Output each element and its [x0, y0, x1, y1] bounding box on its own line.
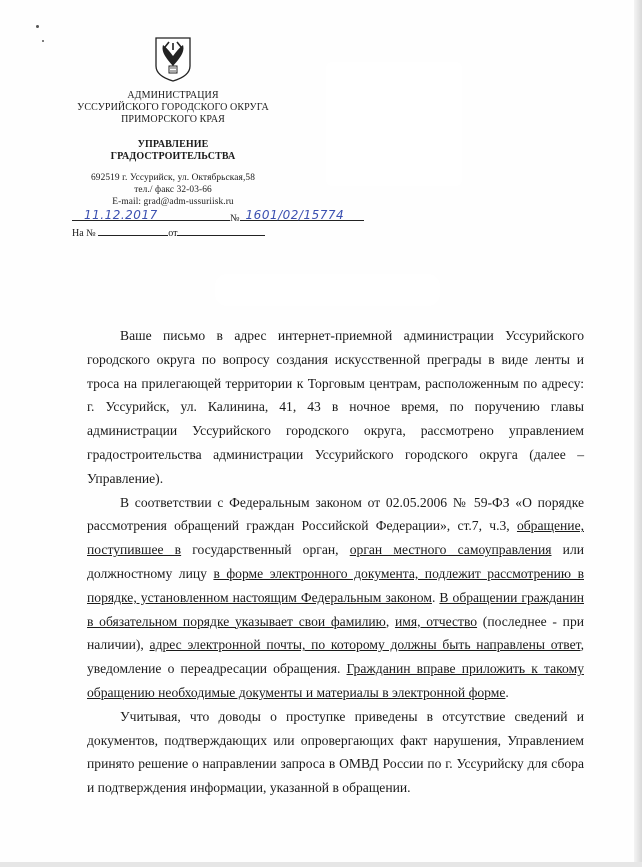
underlined-text-segment: Гражданин вправе приложить к такому обращению необходимые документы и материалы в электронной форме: [87, 661, 584, 700]
underlined-text-segment: в форме электронного документа, подлежит рассмотрению в порядке, установленном настоящим Федеральным законом: [87, 565, 584, 605]
number-sign: №: [230, 213, 240, 224]
paragraph-2: [87, 491, 584, 705]
underlined-text-segment: орган местного самоуправления: [349, 542, 552, 558]
handwritten-date: 11.12.2017: [84, 208, 158, 222]
underlined-text-segment: имя, отчество: [394, 613, 478, 629]
text-segment: В соответствии с Федеральным законом от 02.05.2006 № 59-ФЗ «О порядке рассмотрения обращений граждан Российской Федерации», ст.7, ч.3,: [87, 494, 584, 534]
org-line: УССУРИЙСКОГО ГОРОДСКОГО ОКРУГА: [77, 102, 269, 113]
underlined-text-segment: адрес электронной почты, по которому должны быть направлены ответ: [149, 637, 581, 653]
coat-of-arms-emblem-icon: [152, 36, 194, 82]
text-segment: , уведомление о переадресации обращения.: [87, 637, 584, 677]
scan-edge-shadow: [634, 0, 642, 867]
redacted-addressee: [215, 274, 440, 306]
org-line: ПРИМОРСКОГО КРАЯ: [121, 114, 225, 125]
from-label: от: [168, 228, 178, 239]
reply-number-field: [98, 224, 168, 236]
date-field: [72, 209, 230, 221]
department-name: [60, 139, 286, 163]
organization-name: [60, 90, 286, 126]
scan-speck: [36, 25, 39, 28]
phone-fax: тел./ факс 32-03-66: [134, 185, 212, 196]
underlined-text-segment: В обращении гражданин в обязательном порядке указывает свои фамилию: [87, 589, 585, 629]
handwritten-number: 1601/02/15774: [245, 208, 345, 222]
email-address: E-mail: grad@adm-ussuriisk.ru: [112, 197, 234, 208]
reply-label: На №: [72, 228, 96, 239]
redacted-recipient: [326, 62, 462, 186]
dept-line: УПРАВЛЕНИЕ: [137, 139, 209, 150]
text-segment: ,: [385, 613, 395, 629]
dept-line: ГРАДОСТРОИТЕЛЬСТВА: [110, 151, 236, 162]
text-segment: (последнее - при наличии),: [87, 613, 585, 653]
letter-body: [87, 324, 584, 800]
outgoing-date-number-row: [72, 209, 364, 225]
number-field: [240, 209, 364, 221]
text-segment: .: [431, 589, 440, 605]
text-segment: или должностному лицу: [87, 542, 585, 581]
postal-address: 692519 г. Уссурийск, ул. Октябрьская,58: [91, 173, 255, 183]
reference-row: [72, 224, 265, 240]
contact-block: [60, 172, 286, 209]
underlined-text-segment: обращение, поступившее в: [87, 518, 584, 558]
scan-speck: [42, 40, 44, 42]
paragraph-1: Ваше письмо в адрес интернет-приемной администрации Уссурийского городского округа по вопросу создания искусственной преграды в виде ленты и троса на прилегающей территории к Торговым центрам, расположенным по адресу: г. Уссурийск, ул. Калинина, 41, 43 в ночное время, по поручению главы администрации Уссурийского городского округа, рассмотрено управлением градостроительства администрации Уссурийского городского округа (далее – Управление).: [87, 328, 584, 486]
text-segment: государственный орган,: [181, 542, 350, 558]
reply-date-field: [177, 224, 265, 236]
paragraph-3: Учитывая, что доводы о проступке приведены в отсутствие сведений и документов, подтверждающих или опровергающих факт нарушения, Управлением принято решение о направлении запроса в ОМВД России по г. Уссурийску для сбора и подтверждения информации, указанной в обращении.: [87, 708, 584, 796]
org-line: АДМИНИСТРАЦИЯ: [127, 90, 219, 101]
text-segment: .: [505, 684, 509, 700]
scan-bottom-shadow: [0, 862, 642, 867]
